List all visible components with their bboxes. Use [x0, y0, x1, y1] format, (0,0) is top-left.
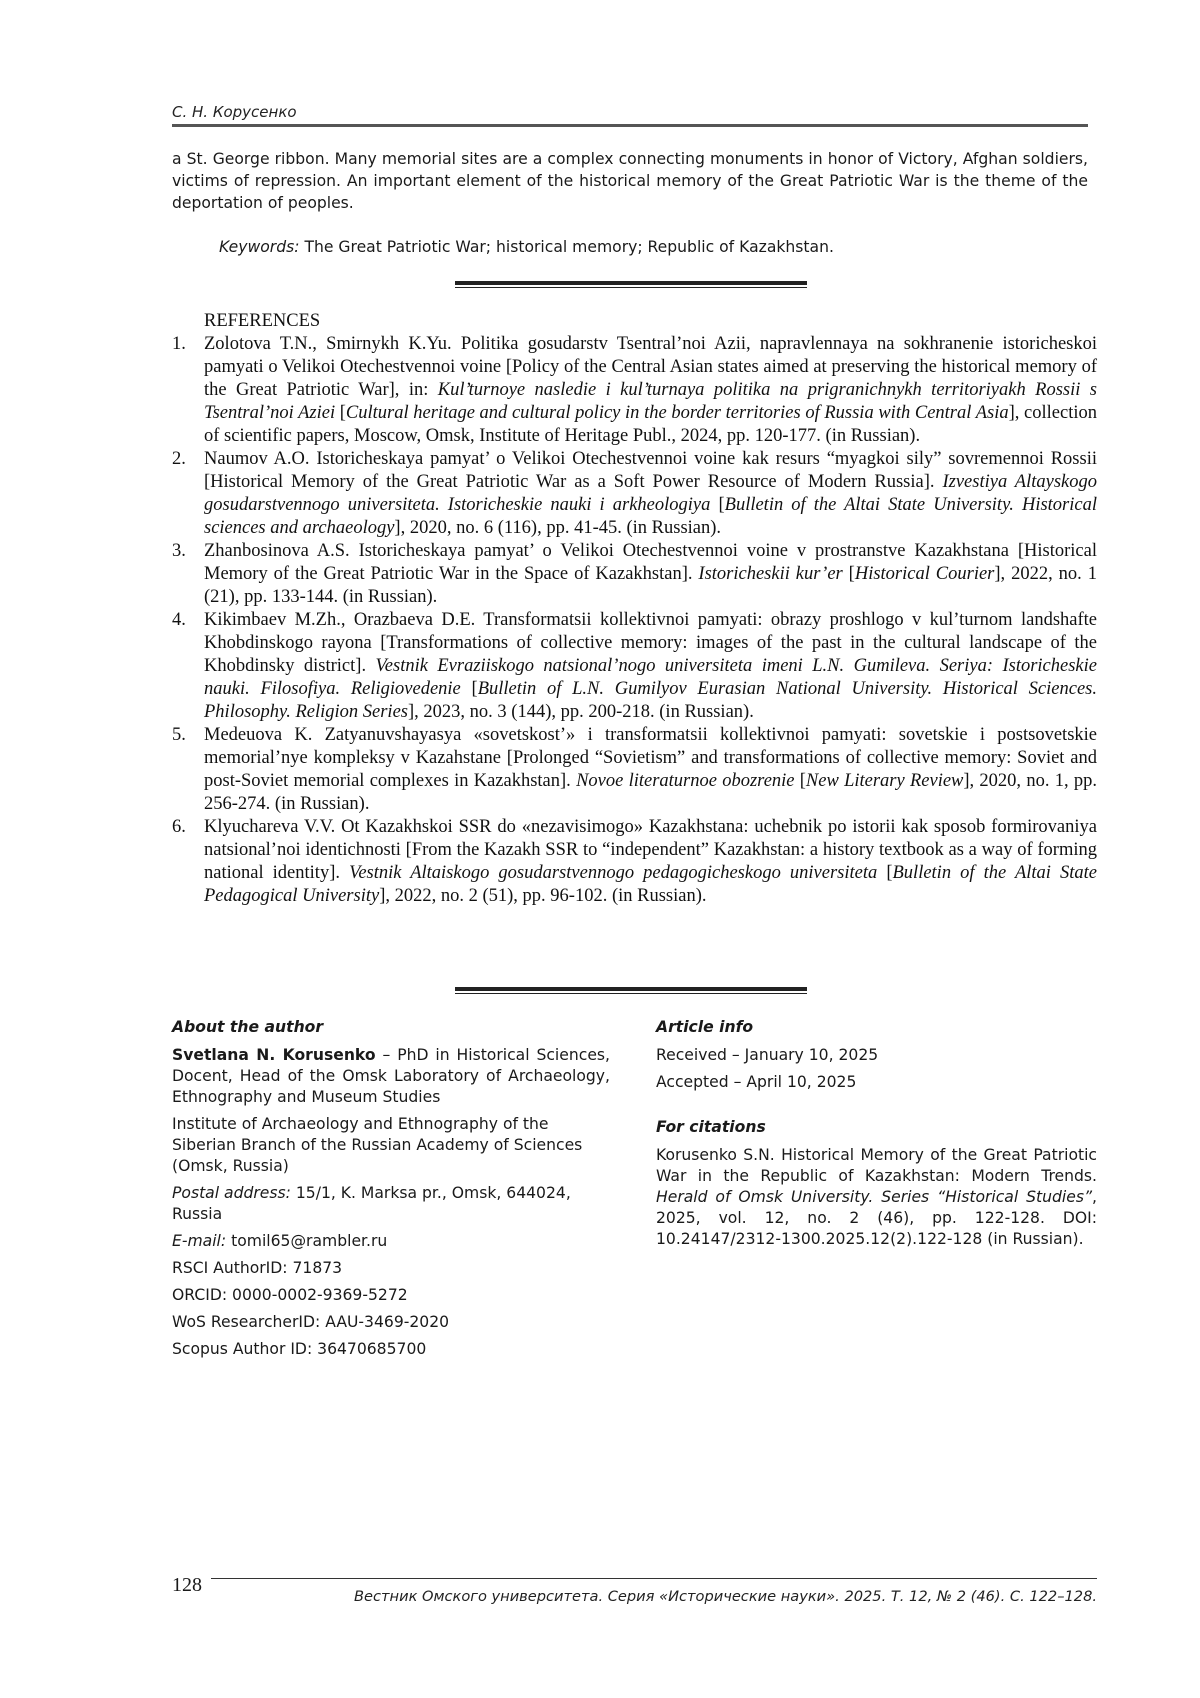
reference-item	[172, 540, 1097, 609]
reference-text	[204, 816, 1097, 908]
reference-number: 1.	[172, 334, 186, 354]
keywords-label: Keywords:	[219, 238, 300, 256]
postal-value: 15/1, K. Marksa pr., Omsk, 644024, Russia	[172, 1184, 571, 1223]
reference-item	[172, 333, 1097, 448]
postal-label: Postal address:	[172, 1184, 291, 1202]
reference-segment: Kikimbaev M.Zh., Orazbaeva D.E. Transformatsii kollektivnoi pamyati: obrazy proshlogo v kul’turnom landshafte Khobdinskogo rayona [Transformations of collective memory: images of the past in the cultural landscape of the Khobdinsky district].	[204, 610, 1097, 676]
reference-title-italic: Kul’turnoye nasledie i kul’turnaya politika na prigranichnykh territoriyakh Rossii s Tsentral’noi Aziei	[204, 380, 1097, 423]
author-name: Svetlana N. Korusenko	[172, 1046, 376, 1064]
section-divider	[455, 281, 807, 288]
citation-text	[656, 1145, 1097, 1250]
author-email	[172, 1231, 610, 1252]
reference-item	[172, 448, 1097, 540]
reference-segment: Naumov A.O. Istoricheskaya pamyat’ o Velikoi Otechestvennoi voine kak resurs “myagkoi sily” sovremennoi Rossii [Historical Memory of the Great Patriotic War as a Soft Power Resource of Modern Russia].	[204, 449, 1097, 492]
reference-text	[204, 448, 1097, 540]
running-head: С. Н. Корусенко	[172, 103, 297, 121]
reference-segment: Medeuova K. Zatyanuvshayasya «sovetskost’» i transformatsii kollektivnoi pamyati: sovetskie i postsovetskie memorial’nye kompleksy v Kazahstane [Prolonged “Sovietism” and transformations of collective memory: Soviet and post-Soviet memorial complexes in Kazakhstan].	[204, 725, 1097, 791]
reference-title-italic: Cultural heritage and cultural policy in the border territories of Russia with Central Asia	[345, 403, 1009, 423]
footer-rule	[211, 1578, 1097, 1579]
references-list	[172, 333, 1097, 908]
reference-number: 2.	[172, 449, 186, 469]
citation-journal: Herald of Omsk University. Series “Historical Studies”	[656, 1188, 1093, 1206]
about-author	[172, 1017, 610, 1366]
reference-text	[204, 609, 1097, 724]
author-wos: WoS ResearcherID: AAU-3469-2020	[172, 1313, 450, 1331]
reference-item	[172, 724, 1097, 816]
reference-segment: [	[877, 863, 893, 883]
email-value[interactable]: tomil65@rambler.ru	[226, 1232, 388, 1250]
reference-text	[204, 724, 1097, 816]
citation-title: For citations	[656, 1118, 766, 1136]
reference-segment: ], 2020, no. 6 (116), pp. 41-45. (in Russian).	[394, 518, 722, 538]
reference-segment: Zhanbosinova A.S. Istoricheskaya pamyat’ o Velikoi Otechestvennoi voine v prostranstve Kazakhstana [Historical Memory of the Great Patriotic War in the Space of Kazakhstan].	[204, 541, 1097, 584]
author-institute: Institute of Archaeology and Ethnography of the Siberian Branch of the Russian Academy of Sciences (Omsk, Russia)	[172, 1115, 583, 1175]
reference-segment: [	[710, 495, 725, 515]
author-rsci: RSCI AuthorID: 71873	[172, 1259, 343, 1277]
reference-segment: Zolotova T.N., Smirnykh K.Yu. Politika gosudarstv Tsentral’noi Azii, napravlennaya na sokhranenie istoricheskoi pamyati o Velikoi Otechestvennoi voine [Policy of the Central Asian states aimed at preserving the historical memory of the Great Patriotic War], in:	[204, 334, 1097, 400]
accepted-date: Accepted – April 10, 2025	[656, 1073, 857, 1091]
reference-segment: ], 2022, no. 2 (51), pp. 96-102. (in Russian).	[379, 886, 707, 906]
references-heading: REFERENCES	[204, 311, 321, 331]
author-postal	[172, 1183, 610, 1225]
section-divider	[455, 987, 807, 994]
reference-title-italic: Vestnik Evraziiskogo natsional’nogo universiteta imeni L.N. Gumileva. Seriya: Istoricheskie nauki. Filosofiya. Religiovedenie	[204, 656, 1097, 699]
author-bio	[172, 1045, 610, 1108]
reference-title-italic: Bulletin of the Altai State Pedagogical University	[204, 863, 1097, 906]
reference-number: 3.	[172, 541, 186, 561]
reference-segment: [	[842, 564, 855, 584]
header-rule	[172, 124, 1088, 127]
about-author-title: About the author	[172, 1018, 324, 1036]
keywords	[219, 236, 1088, 258]
reference-number: 4.	[172, 610, 186, 630]
reference-segment: ], 2022, no. 1 (21), pp. 133-144. (in Russian).	[204, 564, 1097, 607]
reference-title-italic: New Literary Review	[805, 771, 964, 791]
page-number: 128	[172, 1574, 202, 1596]
email-label: E-mail:	[172, 1232, 227, 1250]
reference-title-italic: Historical Courier	[854, 564, 995, 584]
reference-segment: ], 2020, no. 1, pp. 256-274. (in Russian).	[204, 771, 1097, 814]
keywords-text: The Great Patriotic War; historical memory; Republic of Kazakhstan.	[304, 238, 834, 256]
reference-segment: [	[460, 679, 478, 699]
reference-segment: ], 2023, no. 3 (144), pp. 200-218. (in Russian).	[408, 702, 754, 722]
received-date: Received – January 10, 2025	[656, 1046, 879, 1064]
reference-title-italic: Istoricheskii kur’er	[698, 564, 843, 584]
reference-segment: Klyuchareva V.V. Ot Kazakhskoi SSR do «nezavisimogo» Kazakhstana: uchebnik po istorii kak sposob formirovaniya natsional’noi identichnosti [From the Kazakh SSR to “independent” Kazakhstan: a history textbook as a way of forming national identity].	[204, 817, 1097, 883]
citation-post: , 2025, vol. 12, no. 2 (46), pp. 122-128. DOI: 10.24147/2312-1300.2025.12(2).122-128 (in Russian).	[656, 1188, 1097, 1248]
reference-item	[172, 816, 1097, 908]
author-orcid: ORCID: 0000-0002-9369-5272	[172, 1286, 408, 1304]
reference-segment: [	[794, 771, 806, 791]
reference-title-italic: Novoe literaturnoe obozrenie	[576, 771, 795, 791]
abstract-text: a St. George ribbon. Many memorial sites are a complex connecting monuments in honor of Victory, Afghan soldiers, victims of repression. An important element of the historical memory of the Great Patriotic War is the theme of the deportation of peoples.	[172, 150, 1088, 212]
reference-title-italic: Izvestiya Altayskogo gosudarstvennogo universiteta. Istoricheskie nauki i arkheologiya	[204, 472, 1098, 515]
references-section	[172, 310, 1097, 908]
reference-title-italic: Bulletin of the Altai State University. Historical sciences and archaeology	[204, 495, 1097, 538]
reference-title-italic: Bulletin of L.N. Gumilyov Eurasian National University. Historical Sciences. Philosophy. Religion Series	[204, 679, 1097, 722]
author-bio-text: – PhD in Historical Sciences, Docent, Head of the Omsk Laboratory of Archaeology, Ethnography and Museum Studies	[172, 1046, 610, 1106]
reference-title-italic: Vestnik Altaiskogo gosudarstvennogo pedagogicheskogo universiteta	[349, 863, 878, 883]
footer-journal: Вестник Омского университета. Серия «Исторические науки». 2025. Т. 12, № 2 (46). С. 122–128.	[354, 1588, 1097, 1605]
author-scopus: Scopus Author ID: 36470685700	[172, 1340, 427, 1358]
article-info	[656, 1017, 1097, 1256]
reference-item	[172, 609, 1097, 724]
article-info-title: Article info	[656, 1018, 754, 1036]
reference-segment: ], collection of scientific papers, Moscow, Omsk, Institute of Heritage Publ., 2024, pp. 120-177. (in Russian).	[204, 403, 1097, 446]
citation-pre: Korusenko S.N. Historical Memory of the Great Patriotic War in the Republic of Kazakhstan: Modern Trends.	[656, 1146, 1097, 1185]
reference-text	[204, 540, 1097, 609]
reference-segment: [	[335, 403, 346, 423]
reference-number: 5.	[172, 725, 186, 745]
reference-number: 6.	[172, 817, 186, 837]
reference-text	[204, 333, 1097, 448]
